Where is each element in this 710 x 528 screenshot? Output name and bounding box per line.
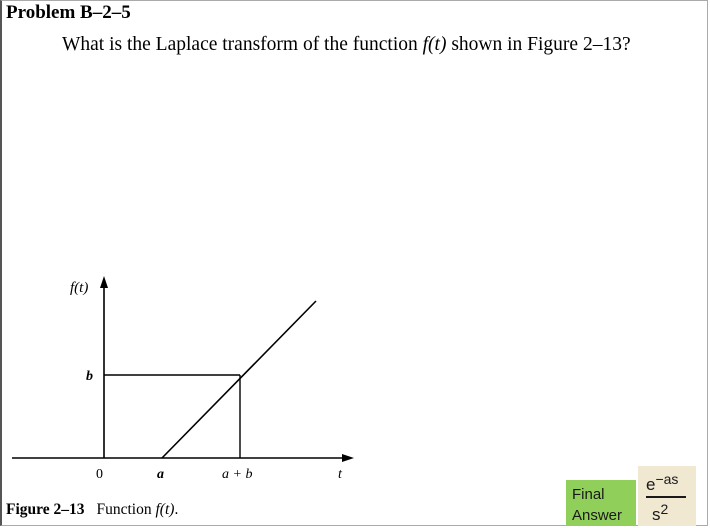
answer-denominator [652, 500, 668, 524]
y-axis-label: f(t) [70, 280, 89, 296]
caption-end: . [174, 501, 179, 518]
final-answer-value [638, 466, 696, 526]
question-function: f(t) [422, 34, 447, 55]
figure-caption [6, 501, 178, 519]
b-tick-label: b [86, 369, 93, 384]
final-answer-label [566, 480, 636, 526]
denominator-base: s [652, 505, 661, 524]
fraction-bar [646, 496, 686, 498]
problem-title: Problem B–2–5 [6, 2, 131, 23]
final-label-line2: Answer [572, 507, 623, 524]
caption-function: f(t) [155, 501, 175, 518]
y-axis-arrow [100, 276, 108, 288]
numerator-base: e [646, 475, 656, 494]
final-label-line1: Final [572, 486, 605, 503]
caption-label: Figure 2–13 [6, 501, 85, 518]
x-tick-zero: 0 [96, 467, 103, 482]
function-ramp-line [162, 301, 316, 458]
question-post: shown in Figure 2–13? [446, 34, 631, 55]
x-axis-label: t [338, 467, 342, 482]
numerator-exponent: −as [655, 471, 679, 487]
caption-text: Function [96, 501, 156, 518]
x-tick-a: a [157, 467, 164, 482]
denominator-exponent: 2 [660, 501, 669, 517]
x-tick-a-plus-b: a + b [222, 467, 253, 482]
answer-numerator [646, 470, 678, 494]
x-axis-arrow [342, 454, 354, 462]
question-pre: What is the Laplace transform of the function [62, 34, 423, 55]
